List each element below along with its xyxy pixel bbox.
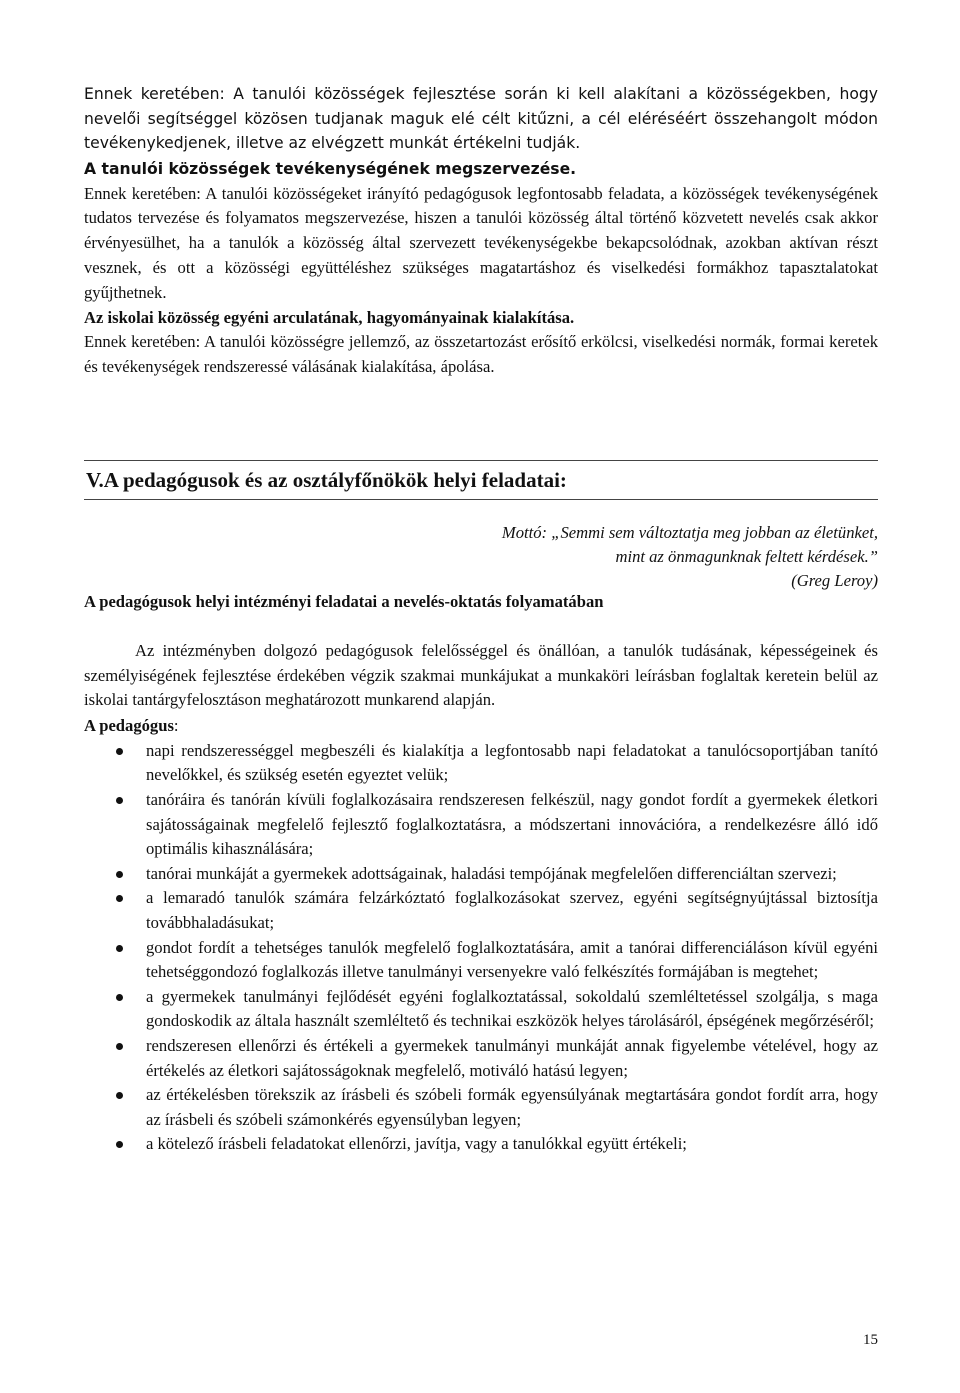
intro-heading-2: Az iskolai közösség egyéni arculatának, hagyományainak kialakítása.	[84, 308, 575, 328]
list-item	[84, 1083, 878, 1132]
list-item-text: tanórai munkáját a gyermekek adottságainak, haladási tempójának megfelelően differenciáltan szervezi;	[146, 863, 837, 883]
motto-author: (Greg Leroy)	[791, 571, 878, 590]
intro-paragraph-3: Ennek keretében: A tanulói közösségre jellemző, az összetartozást erősítő erkölcsi, viselkedési normák, formai keretek és tevékenységek rendszeressé válásának kialakítása, ápolása.	[84, 332, 878, 376]
bullet-icon	[116, 945, 123, 952]
list-item	[84, 936, 878, 985]
list-item	[84, 1034, 878, 1083]
pedagogue-label-colon: :	[173, 715, 179, 735]
list-item-text: napi rendszerességgel megbeszéli és kialakítja a legfontosabb napi feladatokat a tanulócsoportjában tanító nevelőkkel, és szükség esetén egyeztet velük;	[146, 740, 878, 785]
list-item	[84, 1132, 878, 1157]
pedagogue-label	[84, 713, 878, 739]
intro-paragraph-2: Ennek keretében: A tanulói közösségeket irányító pedagógusok legfontosabb feladata, a közösségek tevékenységének tudatos tervezése és folyamatos megszervezése, hiszen a tanulói közösség által történő közvetett nevelés csak akkor érvényesülhet, ha a tanulók a közösség által szervezett tevékenységekbe bekapcsolódnak, azokban aktívan részt vesznek, és ott a közösségi együttéléshez szükséges magatartáshoz és viselkedési formákhoz tapasztalatokat gyűjthetnek.	[84, 183, 878, 302]
list-item-text: tanóráira és tanórán kívüli foglalkozásaira rendszeresen felkészül, nagy gondot fordít a gyermekek életkori sajátosságainak megfelelő fejlesztő foglalkoztatásra, a módszertani innovációra, a rendelkezésre álló idő optimális kihasználására;	[146, 789, 878, 859]
motto-line-2: mint az önmagunknak feltett kérdések.”	[615, 547, 878, 566]
list-item-text: az értékelésben törekszik az írásbeli és szóbeli formák egyensúlyának megtartására gondot fordít arra, hogy az írásbeli és szóbeli számonkérés egyensúlyban legyen;	[146, 1085, 878, 1129]
bullet-icon	[116, 895, 123, 902]
list-item-text: gondot fordít a tehetséges tanulók megfelelő foglalkoztatására, amit a tanórai differenciáláson kívül egyéni tehetséggondozó foglalkozás illetve tanulmányi versenyekre való felkészítés formájában is megtehet;	[146, 937, 878, 982]
section-paragraph: Az intézményben dolgozó pedagógusok felelősséggel és önállóan, a tanulók tudásának, képességeinek és személyiségének fejlesztése érdekében végzik szakmai munkájukat a munkaköri leírásban foglaltak keretein belül az iskolai tantárgyfelosztáson meghatározott munkarend alapján.	[84, 641, 878, 710]
list-item	[84, 985, 878, 1034]
list-item-text: a lemaradó tanulók számára felzárkóztató foglalkozásokat szervez, egyéni segítségnyújtással biztosítja továbbhaladásukat;	[146, 888, 878, 932]
section-body	[84, 639, 878, 1157]
bullet-icon	[116, 797, 123, 804]
motto	[502, 521, 878, 593]
list-item-text: a kötelező írásbeli feladatokat ellenőrzi, javítja, vagy a tanulókkal együtt értékeli;	[146, 1134, 687, 1154]
list-item	[84, 862, 878, 887]
page-number: 15	[863, 1332, 878, 1348]
intro-paragraph-1: Ennek keretében: A tanulói közösségek fejlesztése során ki kell alakítani a közösségekben, hogy nevelői segítséggel közösen tudjanak maguk elé célt kitűzni, a cél eléréséért összehangolt módon tevékenykedjenek, illetve az elvégzett munkát értékelni tudják.	[84, 85, 878, 153]
pedagogue-label-bold: A pedagógus	[84, 715, 174, 735]
heading-rule-bottom	[84, 499, 878, 500]
bullet-icon	[116, 748, 123, 755]
list-item	[84, 788, 878, 862]
section-heading-block	[84, 460, 878, 500]
bullet-icon	[116, 871, 123, 878]
bullet-icon	[116, 1092, 123, 1099]
bullet-icon	[116, 994, 123, 1001]
list-item	[84, 886, 878, 935]
bullet-icon	[116, 1043, 123, 1050]
motto-line-1: Mottó: „Semmi sem változtatja meg jobban az életünket,	[501, 523, 878, 542]
section-title: V.A pedagógusok és az osztályfőnökök helyi feladatai:	[86, 468, 567, 492]
intro-block	[84, 82, 878, 379]
duties-list	[84, 739, 878, 1157]
list-item-text: a gyermekek tanulmányi fejlődését egyéni foglalkoztatással, sokoldalú szemléltetéssel szolgálja, s maga gondoskodik az általa használt szemléltető és technikai eszközök helyes tárolásáról, épségének megőrzéséről;	[146, 986, 878, 1031]
bullet-icon	[116, 1141, 123, 1148]
list-item-text: rendszeresen ellenőrzi és értékeli a gyermekek tanulmányi munkáját annak figyelembe vételével, hogy az értékelés az életkori sajátosságoknak megfelelő, motiváló hatású legyen;	[146, 1035, 878, 1080]
section-subheading: A pedagógusok helyi intézményi feladatai a nevelés-oktatás folyamatában	[84, 592, 604, 611]
list-item	[84, 739, 878, 788]
intro-heading-1: A tanulói közösségek tevékenységének megszervezése.	[84, 159, 577, 178]
